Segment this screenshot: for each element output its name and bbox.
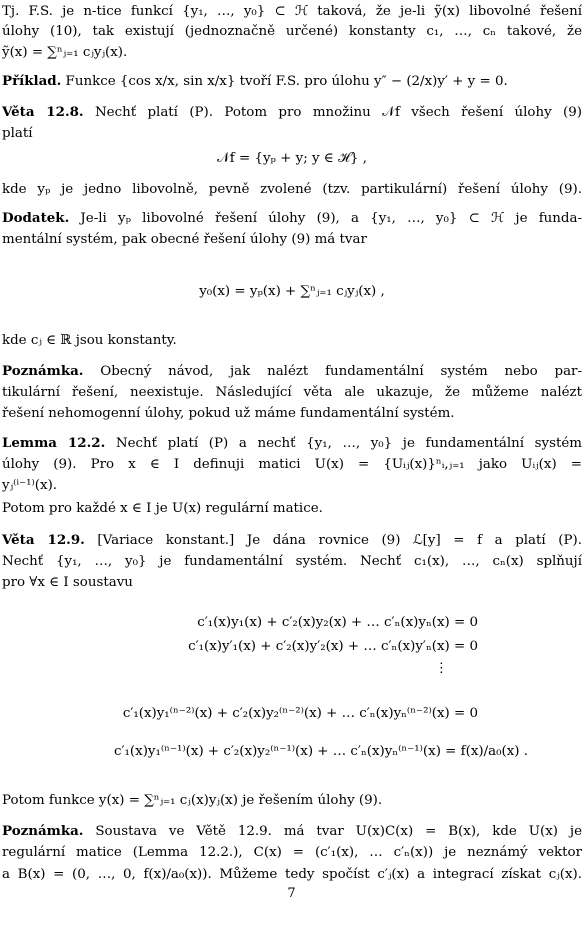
text-line: tikulární řešení, neexistuje. Následující věta ale ukazuje, že můžeme nalézt: [2, 385, 582, 400]
text-line: řešení nehomogenní úlohy, pokud už máme fundamentální systém.: [2, 406, 455, 421]
text-line: yⱼ⁽ⁱ⁻¹⁾(x).: [2, 478, 58, 493]
text-line: Dodatek. Je-li yₚ libovolné řešení úlohy (9), a {y₁, …, y₀} ⊂ ℋ je funda-: [2, 210, 582, 226]
text-line: c′₁(x)y₁(x) + c′₂(x)y₂(x) + … c′ₙ(x)yₙ(x) = 0: [197, 615, 478, 630]
text-line: úlohy (10), tak existují (jednoznačně určené) konstanty c₁, …, cₙ takové, že: [2, 24, 582, 39]
text-line: ⋮: [434, 661, 448, 676]
page-number: 7: [287, 886, 296, 901]
text-line: mentální systém, pak obecné řešení úlohy (9) má tvar: [2, 232, 367, 247]
text-line: Lemma 12.2. Nechť platí (P) a nechť {y₁, …, y₀} je fundamentální systém: [2, 435, 582, 451]
text-line: regulární matice (Lemma 12.2.), C(x) = (c′₁(x), … c′ₙ(x)) je neznámý vektor: [2, 845, 582, 860]
text-line: Tj. F.S. je n-tice funkcí {y₁, …, y₀} ⊂ ℋ taková, že je-li ỹ(x) libovolné řešení: [2, 4, 582, 19]
text-line: c′₁(x)y′₁(x) + c′₂(x)y′₂(x) + … c′ₙ(x)y′ₙ(x) = 0: [188, 639, 478, 654]
text-line: pro ∀x ∈ I soustavu: [2, 575, 133, 590]
text-line: Poznámka. Obecný návod, jak nalézt fundamentální systém nebo par-: [2, 363, 582, 379]
text-line: 𝒩f = {yₚ + y; y ∈ ℋ} ,: [216, 151, 368, 166]
text-line: Nechť {y₁, …, y₀} je fundamentální systém. Nechť c₁(x), …, cₙ(x) splňují: [2, 554, 582, 569]
text-line: kde cⱼ ∈ ℝ jsou konstanty.: [2, 333, 177, 348]
text-line: Poznámka. Soustava ve Větě 12.9. má tvar U(x)C(x) = B(x), kde U(x) je: [2, 823, 582, 839]
text-line: ỹ(x) = ∑ⁿⱼ₌₁ cⱼyⱼ(x).: [2, 45, 128, 60]
text-line: kde yₚ je jedno libovolně, pevně zvolené (tzv. partikulární) řešení úlohy (9).: [2, 182, 582, 197]
text-line: y₀(x) = yₚ(x) + ∑ⁿⱼ₌₁ cⱼyⱼ(x) ,: [199, 284, 385, 299]
text-line: Příklad. Funkce {cos x/x, sin x/x} tvoří F.S. pro úlohu y″ − (2/x)y′ + y = 0.: [2, 73, 508, 89]
text-line: c′₁(x)y₁⁽ⁿ⁻¹⁾(x) + c′₂(x)y₂⁽ⁿ⁻¹⁾(x) + … c′ₙ(x)yₙ⁽ⁿ⁻¹⁾(x) = f(x)/a₀(x) .: [114, 744, 528, 759]
text-line: Potom funkce y(x) = ∑ⁿⱼ₌₁ cⱼ(x)yⱼ(x) je řešením úlohy (9).: [2, 793, 383, 808]
text-line: a B(x) = (0, …, 0, f(x)/a₀(x)). Můžeme tedy spočíst c′ⱼ(x) a integrací získat cⱼ(x).: [2, 867, 582, 882]
text-line: platí: [2, 126, 33, 141]
text-line: úlohy (9). Pro x ∈ I definuji matici U(x) = {Uᵢⱼ(x)}ⁿᵢ,ⱼ₌₁ jako Uᵢⱼ(x) =: [2, 457, 582, 472]
text-line: Věta 12.9. [Variace konstant.] Je dána rovnice (9) ℒ[y] = f a platí (P).: [2, 532, 583, 548]
text-line: c′₁(x)y₁⁽ⁿ⁻²⁾(x) + c′₂(x)y₂⁽ⁿ⁻²⁾(x) + … c′ₙ(x)yₙ⁽ⁿ⁻²⁾(x) = 0: [122, 706, 478, 721]
text-line: Potom pro každé x ∈ I je U(x) regulární matice.: [2, 501, 323, 516]
text-line: Věta 12.8. Nechť platí (P). Potom pro množinu 𝒩f všech řešení úlohy (9): [2, 104, 583, 120]
